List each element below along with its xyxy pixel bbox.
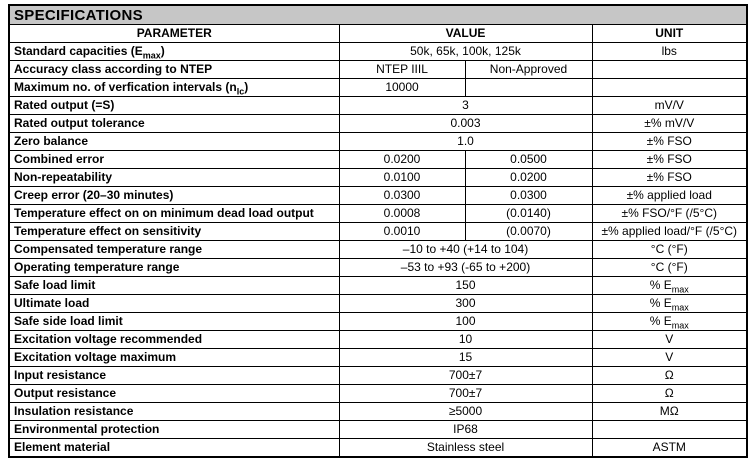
unit-cell: ±% applied load — [592, 187, 747, 205]
parameter-cell: Element material — [9, 439, 339, 458]
table-row — [9, 169, 747, 187]
value-cell: 0.003 — [339, 115, 592, 133]
table-row — [9, 421, 747, 439]
parameter-cell: Environmental protection — [9, 421, 339, 439]
unit-cell: ±% FSO/°F (/5°C) — [592, 205, 747, 223]
unit-cell: MΩ — [592, 403, 747, 421]
column-header-unit: UNIT — [592, 25, 747, 43]
column-header-value: VALUE — [339, 25, 592, 43]
unit-cell: % $E_{max}$ — [592, 313, 747, 331]
table-row — [9, 403, 747, 421]
value-cell: Stainless steel — [339, 439, 592, 458]
table-row — [9, 187, 747, 205]
value-cell: –53 to +93 (-65 to +200) — [339, 259, 592, 277]
unit-cell: ±% FSO — [592, 133, 747, 151]
value-subcell: 0.0300 — [339, 187, 465, 205]
value-subcell: NTEP IIIL — [339, 61, 465, 79]
table-row — [9, 79, 747, 97]
value-cell: 3 — [339, 97, 592, 115]
value-cell: 50k, 65k, 100k, 125k — [339, 43, 592, 61]
unit-cell — [592, 79, 747, 97]
parameter-cell: Safe side load limit — [9, 313, 339, 331]
table-row — [9, 367, 747, 385]
parameter-cell: Insulation resistance — [9, 403, 339, 421]
parameter-cell: Standard capacities $(E_{max})$ — [9, 43, 339, 61]
table-row — [9, 349, 747, 367]
unit-cell: ±% FSO — [592, 169, 747, 187]
value-cell: 300 — [339, 295, 592, 313]
unit-cell: Ω — [592, 367, 747, 385]
table-row — [9, 133, 747, 151]
value-cell: 10 — [339, 331, 592, 349]
table-row — [9, 385, 747, 403]
table-row — [9, 259, 747, 277]
table-row — [9, 151, 747, 169]
unit-cell: °C (°F) — [592, 241, 747, 259]
parameter-cell: Ultimate load — [9, 295, 339, 313]
parameter-cell: Creep error (20–30 minutes) — [9, 187, 339, 205]
spec-table-body — [9, 5, 747, 457]
unit-cell: °C (°F) — [592, 259, 747, 277]
unit-cell: ±% mV/V — [592, 115, 747, 133]
parameter-cell: Accuracy class according to NTEP — [9, 61, 339, 79]
table-header-row — [9, 25, 747, 43]
value-subcell: (0.0140) — [465, 205, 592, 223]
table-row — [9, 439, 747, 458]
spec-table — [8, 4, 748, 458]
unit-cell: Ω — [592, 385, 747, 403]
unit-cell: ASTM — [592, 439, 747, 458]
table-title-row — [9, 5, 747, 25]
unit-cell — [592, 61, 747, 79]
value-cell: 1.0 — [339, 133, 592, 151]
table-row — [9, 277, 747, 295]
column-header-parameter: PARAMETER — [9, 25, 339, 43]
value-cell: ≥5000 — [339, 403, 592, 421]
value-cell: –10 to +40 (+14 to 104) — [339, 241, 592, 259]
specifications-sheet — [8, 4, 748, 458]
unit-cell: % $E_{max}$ — [592, 277, 747, 295]
parameter-cell: Zero balance — [9, 133, 339, 151]
unit-cell: V — [592, 331, 747, 349]
parameter-cell: Maximum no. of verfication intervals $(n_{lc})$ — [9, 79, 339, 97]
table-row — [9, 115, 747, 133]
table-row — [9, 61, 747, 79]
value-subcell — [465, 79, 592, 97]
unit-cell: ±% applied load/°F (/5°C) — [592, 223, 747, 241]
table-row — [9, 295, 747, 313]
unit-cell: ±% FSO — [592, 151, 747, 169]
parameter-cell: Input resistance — [9, 367, 339, 385]
value-subcell: 10000 — [339, 79, 465, 97]
value-cell: IP68 — [339, 421, 592, 439]
value-cell: 150 — [339, 277, 592, 295]
value-cell: 15 — [339, 349, 592, 367]
value-subcell: (0.0070) — [465, 223, 592, 241]
unit-cell — [592, 421, 747, 439]
table-row — [9, 241, 747, 259]
parameter-cell: Temperature effect on sensitivity — [9, 223, 339, 241]
value-subcell: 0.0008 — [339, 205, 465, 223]
parameter-cell: Rated output (=S) — [9, 97, 339, 115]
value-subcell: 0.0010 — [339, 223, 465, 241]
parameter-cell: Compensated temperature range — [9, 241, 339, 259]
parameter-cell: Rated output tolerance — [9, 115, 339, 133]
value-cell: 700±7 — [339, 385, 592, 403]
value-subcell: 0.0300 — [465, 187, 592, 205]
parameter-cell: Non-repeatability — [9, 169, 339, 187]
value-subcell: 0.0500 — [465, 151, 592, 169]
table-title: SPECIFICATIONS — [9, 5, 747, 25]
parameter-cell: Safe load limit — [9, 277, 339, 295]
parameter-cell: Operating temperature range — [9, 259, 339, 277]
table-row — [9, 331, 747, 349]
table-row — [9, 43, 747, 61]
unit-cell: mV/V — [592, 97, 747, 115]
parameter-cell: Combined error — [9, 151, 339, 169]
value-subcell: 0.0200 — [339, 151, 465, 169]
value-subcell: Non-Approved — [465, 61, 592, 79]
value-subcell: 0.0100 — [339, 169, 465, 187]
parameter-cell: Excitation voltage maximum — [9, 349, 339, 367]
value-subcell: 0.0200 — [465, 169, 592, 187]
table-row — [9, 97, 747, 115]
parameter-cell: Output resistance — [9, 385, 339, 403]
unit-cell: % $E_{max}$ — [592, 295, 747, 313]
unit-cell: V — [592, 349, 747, 367]
unit-cell: lbs — [592, 43, 747, 61]
parameter-cell: Temperature effect on on minimum dead load output — [9, 205, 339, 223]
table-row — [9, 313, 747, 331]
value-cell: 100 — [339, 313, 592, 331]
value-cell: 700±7 — [339, 367, 592, 385]
table-row — [9, 205, 747, 223]
table-row — [9, 223, 747, 241]
parameter-cell: Excitation voltage recommended — [9, 331, 339, 349]
